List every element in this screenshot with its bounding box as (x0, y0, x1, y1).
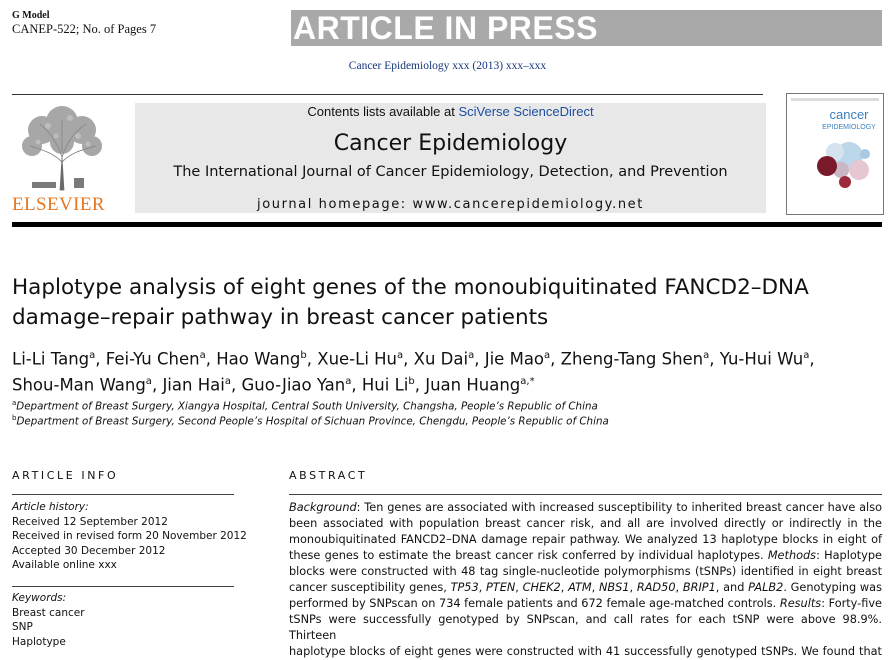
abstract-line: blocks were constructed with 48 tag single-nucleotide polymorphisms (tSNPs) identified in eight breast (289, 565, 882, 578)
author-name[interactable]: Li-Li Tang (12, 349, 90, 369)
journal-citation[interactable]: Cancer Epidemiology xxx (2013) xxx–xxx (348, 60, 547, 72)
author-name[interactable]: Fei-Yu Chen (105, 349, 200, 369)
author-name[interactable]: Xue-Li Hu (317, 349, 398, 369)
author-line: Li-Li Tang$^a$, Fei-Yu Chen$^a$, Hao Wang$^b$, Xue-Li Hu$^a$, Xu Dai$^a$, Jie Mao$^a$, Zheng-Tang Shen$^a$, Yu-Hui Wu$^a$, (12, 349, 815, 369)
keyword: Breast cancer (12, 606, 85, 619)
sciencedirect-link[interactable]: SciVerse ScienceDirect (458, 104, 594, 119)
elsevier-wordmark: ELSEVIER (12, 194, 105, 215)
history-item: Received 12 September 2012 (12, 515, 168, 528)
author-affiliation-marker: b (408, 375, 415, 387)
affiliation-a (12, 399, 598, 412)
abstract-text (289, 500, 882, 660)
manuscript-id: CANEP-522; No. of Pages 7 (12, 22, 157, 36)
affiliation-text: Department of Breast Surgery, Xiangya Hospital, Central South University, Changsha, People’s Republic of China (16, 400, 598, 413)
author-name[interactable]: Hao Wang (216, 349, 301, 369)
author-affiliation-marker: a (345, 375, 352, 387)
affiliation-b (12, 414, 609, 427)
keywords-divider (12, 586, 234, 587)
contents-availability (135, 104, 766, 119)
abstract-line: tSNPs were successfully genotyped by SNPscan, and call rates for each tSNP were above 98.9%. Thirteen (289, 613, 882, 642)
g-model-label: G Model (12, 10, 50, 21)
keyword: Haplotype (12, 635, 66, 648)
author-affiliation-marker: a (544, 350, 551, 361)
author-name[interactable]: Xu Dai (413, 349, 469, 369)
author-affiliation-marker: a (397, 350, 404, 361)
author-name[interactable]: Shou-Man Wang (12, 375, 146, 394)
keywords-block (12, 591, 85, 649)
cover-art (787, 94, 883, 214)
article-info-divider (12, 494, 234, 495)
keywords-label: Keywords: (12, 592, 67, 604)
abstract-line: been associated with population breast cancer risk, and all are involved directly or indirectly in the (289, 517, 882, 530)
abstract-divider (289, 494, 882, 495)
masthead-divider (12, 222, 882, 227)
abstract-line: cancer susceptibility genes, TP53, PTEN, CHEK2, ATM, NBS1, RAD50, BRIP1, and PALB2. Genotyping was (289, 581, 882, 594)
author-name[interactable]: Hui Li (361, 375, 409, 394)
abstract-line: monoubiquitinated FANCD2–DNA damage repair pathway. We analyzed 13 haplotype blocks in eight of (289, 533, 882, 546)
author-name[interactable]: Guo-Jiao Yan (241, 375, 346, 394)
author-affiliation-marker: a (145, 375, 152, 387)
history-item: Available online xxx (12, 559, 117, 572)
keyword: SNP (12, 621, 33, 634)
author-line: Shou-Man Wang$^a$, Jian Hai$^a$, Guo-Jiao Yan$^a$, Hui Li$^b$, Juan Huang$^{a,*}$ (12, 375, 535, 394)
author-name[interactable]: Jie Mao (484, 349, 545, 369)
article-info-heading: ARTICLE INFO (12, 469, 119, 482)
banner-text: ARTICLE IN PRESS (293, 10, 598, 46)
abstract-line: these genes to estimate the breast cancer risk conferred by individual haplotypes. Methods: Haplotype (289, 549, 882, 562)
history-label: Article history: (12, 501, 89, 513)
cover-title-1: cancer (829, 107, 869, 122)
author-name[interactable]: Zheng-Tang Shen (560, 349, 704, 369)
history-item: Received in revised form 20 November 2012 (12, 530, 247, 543)
abstract-line: performed by SNPscan on 734 female patients and 672 female age-matched controls. Results: Forty-five (289, 597, 883, 610)
journal-homepage[interactable]: journal homepage: www.cancerepidemiology.net (257, 197, 644, 212)
author-affiliation-marker: a (703, 350, 710, 361)
article-title (12, 273, 882, 333)
elsevier-tree-logo (12, 102, 112, 192)
header-divider (12, 94, 763, 95)
affiliation-marker: b (12, 414, 17, 422)
article-history (12, 500, 247, 573)
contents-prefix: Contents lists available at (307, 104, 459, 119)
journal-title: Cancer Epidemiology (333, 131, 568, 156)
abstract-line: haplotype blocks of eight genes were constructed with 41 successfully genotyped tSNPs. We found that (289, 645, 882, 658)
author-affiliation-marker: a (199, 350, 206, 361)
author-affiliation-marker: a (224, 375, 231, 387)
author-name[interactable]: Yu-Hui Wu (719, 349, 804, 369)
author-affiliation-marker: a (89, 350, 96, 361)
affiliation-marker: a (12, 399, 17, 407)
cover-title-2: EPIDEMIOLOGY (822, 124, 876, 131)
article-title-line: Haplotype analysis of eight genes of the monoubiquitinated FANCD2–DNA (12, 275, 809, 300)
abstract-line: Background: Ten genes are associated with increased susceptibility to inherited breast cancer have also (289, 501, 882, 514)
author-affiliation-marker: a (803, 350, 810, 361)
journal-subtitle: The International Journal of Cancer Epidemiology, Detection, and Prevention (173, 164, 728, 180)
author-affiliation-marker: b (300, 350, 307, 361)
affiliation-text: Department of Breast Surgery, Second People’s Hospital of Sichuan Province, Chengdu, People’s Republic of China (16, 415, 609, 428)
author-list (12, 345, 895, 396)
author-name[interactable]: Jian Hai (162, 375, 225, 394)
author-name[interactable]: Juan Huang (425, 375, 521, 394)
abstract-heading: ABSTRACT (289, 469, 368, 482)
journal-cover-thumbnail (786, 93, 884, 215)
article-in-press-banner (291, 10, 882, 46)
history-item: Accepted 30 December 2012 (12, 544, 166, 557)
author-affiliation-marker: a,* (520, 375, 535, 387)
author-affiliation-marker: a (468, 350, 475, 361)
article-title-line: damage–repair pathway in breast cancer patients (12, 305, 549, 330)
